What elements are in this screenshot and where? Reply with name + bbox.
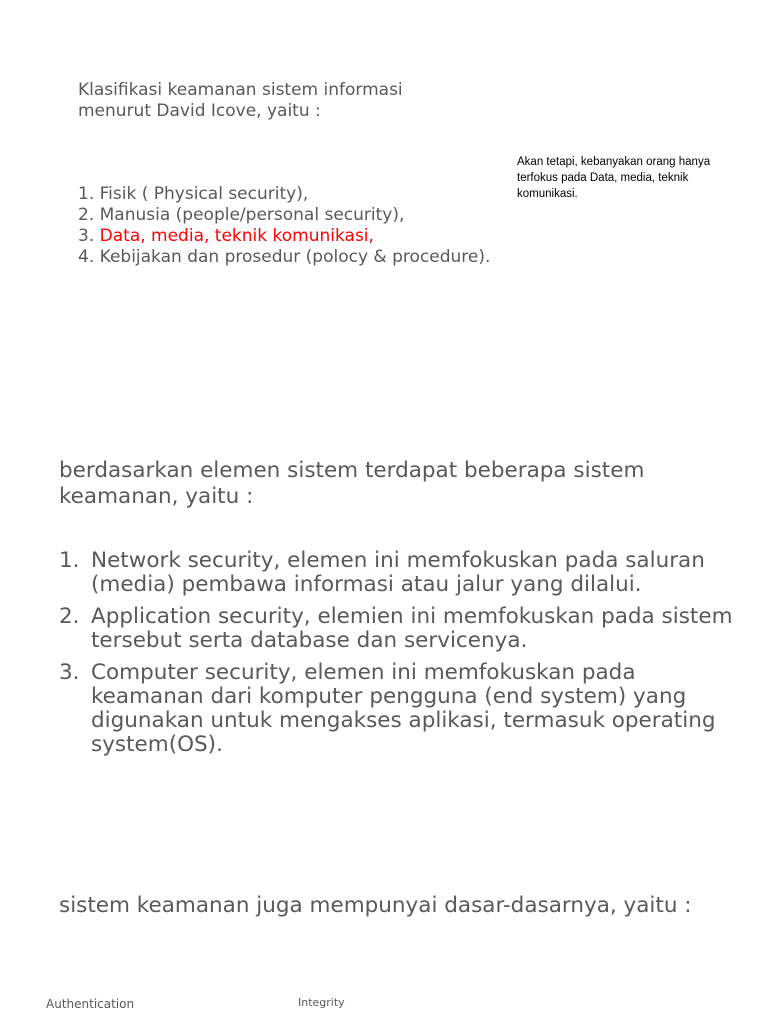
side-note: Akan tetapi, kebanyakan orang hanya terfokus pada Data, media, teknik komunikasi. <box>517 156 711 200</box>
authentication-label: Authentication <box>46 997 135 1011</box>
classification-item <box>78 247 498 268</box>
item-number: 4. <box>78 247 95 267</box>
item-number: 2. <box>78 205 95 225</box>
item-text: Manusia (people/personal security), <box>99 205 405 225</box>
item-number: 3. <box>78 226 95 246</box>
classification-item <box>78 184 498 205</box>
classification-item <box>78 226 498 247</box>
item-text: Computer security, elemen ini memfokuskan pada keamanan dari komputer pengguna (end system) yang digunakan untuk mengakses aplikasi, termasuk operating system(OS). <box>91 660 716 757</box>
section3-intro: sistem keamanan juga mempunyai dasar-dasarnya, yaitu : <box>59 893 692 918</box>
classification-item <box>78 205 498 226</box>
item-number: 2. <box>59 604 80 629</box>
list-item <box>59 605 749 653</box>
list-item <box>59 549 749 597</box>
item-number: 1. <box>78 184 95 204</box>
integrity-label: Integrity <box>298 996 345 1009</box>
item-number: 1. <box>59 548 80 573</box>
item-text: Fisik ( Physical security), <box>99 184 309 204</box>
security-elements-list <box>59 549 749 765</box>
intro-paragraph: Klasifikasi keamanan sistem informasi menurut David Icove, yaitu : <box>78 80 403 121</box>
classification-list <box>78 184 498 268</box>
item-text: Network security, elemen ini memfokuskan pada saluran (media) pembawa informasi atau jalur yang dilalui. <box>91 548 705 597</box>
item-text: Kebijakan dan prosedur (polocy & procedure). <box>99 247 491 267</box>
item-number: 3. <box>59 660 80 685</box>
highlighted-item-text: Data, media, teknik komunikasi, <box>99 226 374 246</box>
section2-intro: berdasarkan elemen sistem terdapat beberapa sistem keamanan, yaitu : <box>59 458 645 509</box>
list-item <box>59 661 749 757</box>
item-text: Application security, elemien ini memfokuskan pada sistem tersebut serta database dan servicenya. <box>91 604 733 653</box>
